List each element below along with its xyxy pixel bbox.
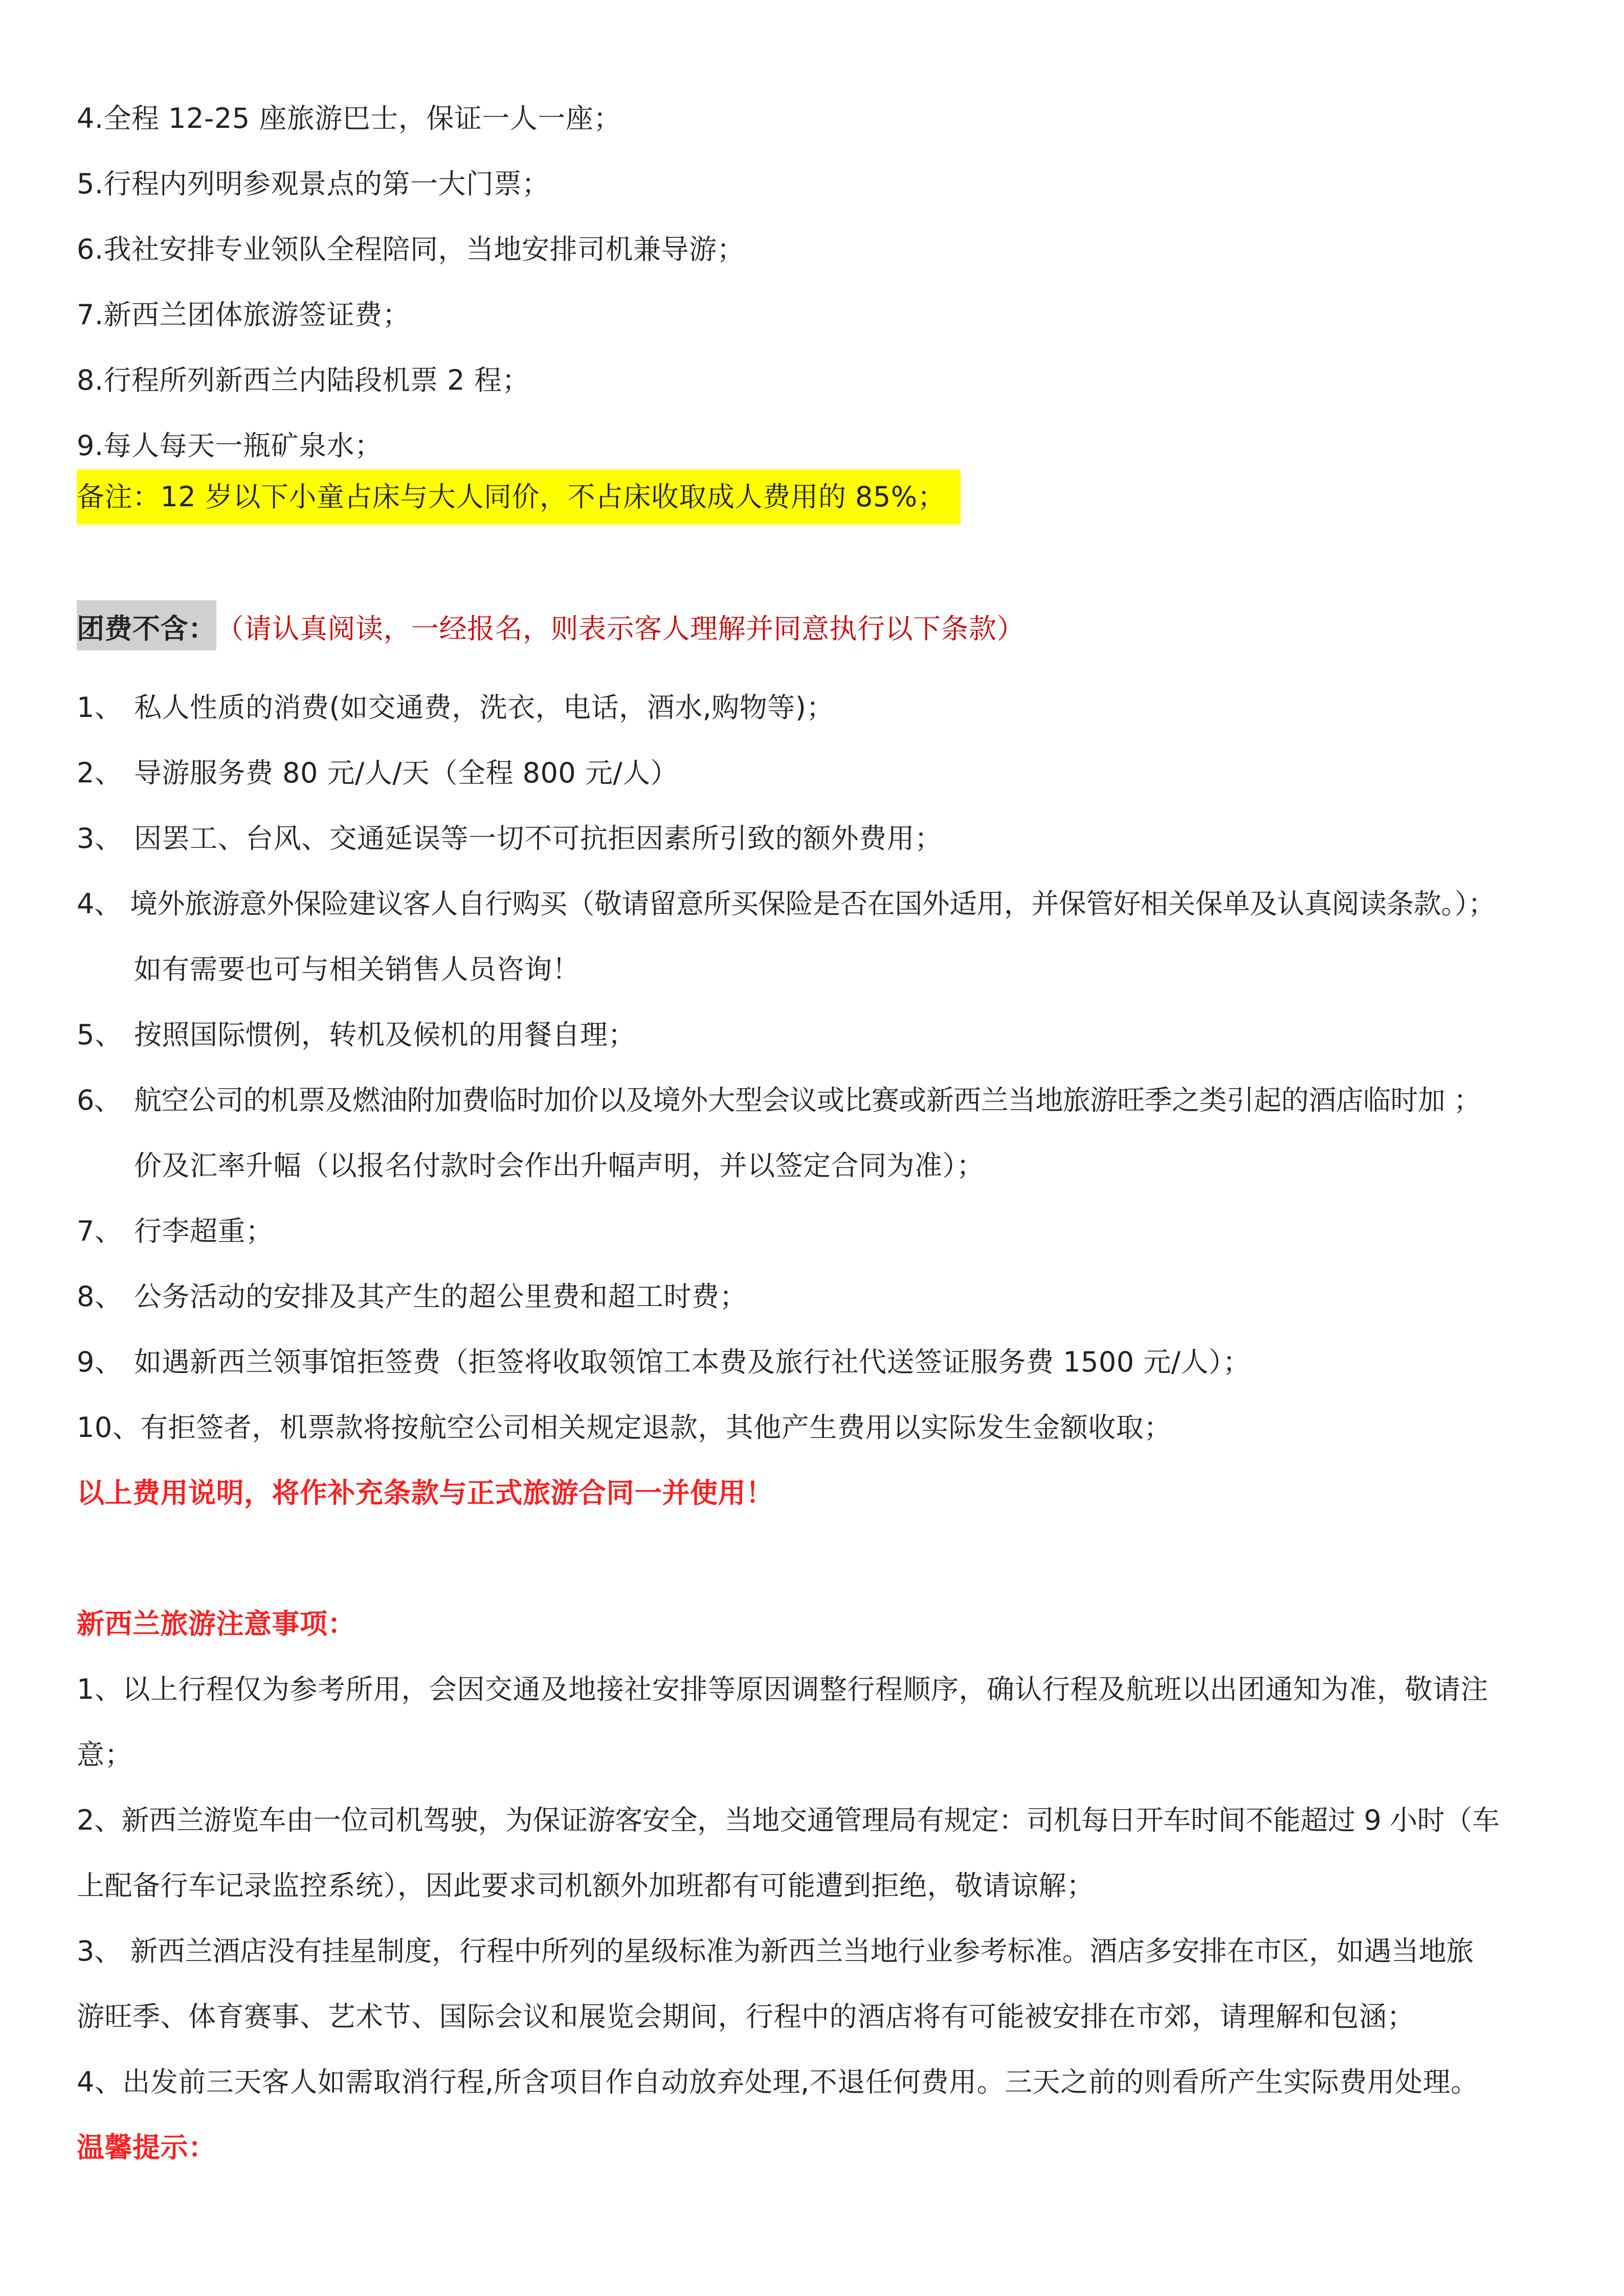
tips-title: 温馨提示： <box>77 2131 216 2164</box>
included-item: 5.行程内列明参观景点的第一大门票； <box>77 168 550 200</box>
excluded-header <box>77 600 1025 650</box>
excluded-item: 7、 行李超重； <box>77 1215 274 1247</box>
excluded-item-continued: 如有需要也可与相关销售人员咨询！ <box>134 953 580 985</box>
excluded-item: 6、 航空公司的机票及燃油附加费临时加价以及境外大型会议或比赛或新西兰当地旅游旺季之类引起的酒店临时加 ； <box>77 1084 1481 1116</box>
excluded-item-continued: 价及汇率升幅（以报名付款时会作出升幅声明，并以签定合同为准）； <box>134 1150 985 1182</box>
excluded-item: 2、 导游服务费 80 元/人/天（全程 800 元/人） <box>77 757 679 789</box>
included-item: 6.我社安排专业领队全程陪同，当地安排司机兼导游； <box>77 233 745 265</box>
included-item: 7.新西兰团体旅游签证费； <box>77 299 411 331</box>
notice-item-continued: 意； <box>77 1739 132 1771</box>
excluded-item: 3、 因罢工、台风、交通延误等一切不可抗拒因素所引致的额外费用； <box>77 822 943 854</box>
excluded-hint: （请认真阅读，一经报名，则表示客人理解并同意执行以下条款） <box>216 613 1025 645</box>
excluded-item: 1、 私人性质的消费(如交通费，洗衣，电话，酒水,购物等)； <box>77 691 834 724</box>
notice-title: 新西兰旅游注意事项： <box>77 1608 355 1640</box>
child-price-note <box>77 469 961 525</box>
excluded-item: 8、 公务活动的安排及其产生的超公里费和超工时费； <box>77 1280 747 1313</box>
included-item: 9.每人每天一瓶矿泉水； <box>77 430 383 462</box>
notice-item: 2、新西兰游览车由一位司机驾驶，为保证游客安全，当地交通管理局有规定：司机每日开车时间不能超过 9 小时（车 <box>77 1804 1500 1836</box>
excluded-label: 团费不含： <box>77 600 216 650</box>
notice-item: 1、以上行程仅为参考所用，会因交通及地接社安排等原因调整行程顺序，确认行程及航班以出团通知为准，敬请注 <box>77 1673 1488 1705</box>
notice-item: 4、出发前三天客人如需取消行程,所含项目作自动放弃处理,不退任何费用。三天之前的则看所产生实际费用处理。 <box>77 2066 1479 2098</box>
excluded-item: 9、 如遇新西兰领事馆拒签费（拒签将收取领馆工本费及旅行社代送签证服务费 1500 元/人）； <box>77 1346 1251 1378</box>
note-highlight: 备注：12 岁以下小童占床与大人同价，不占床收取成人费用的 85%； <box>77 469 961 525</box>
notice-item: 3、 新西兰酒店没有挂星制度，行程中所列的星级标准为新西兰当地行业参考标准。酒店多安排在市区，如遇当地旅 <box>77 1935 1474 1967</box>
excluded-item: 4、 境外旅游意外保险建议客人自行购买（敬请留意所买保险是否在国外适用，并保管好相关保单及认真阅读条款。）； <box>77 888 1496 920</box>
excluded-item: 10、有拒签者，机票款将按航空公司相关规定退款，其他产生费用以实际发生金额收取； <box>77 1411 1172 1444</box>
included-item: 8.行程所列新西兰内陆段机票 2 程； <box>77 364 530 396</box>
notice-item-continued: 上配备行车记录监控系统），因此要求司机额外加班都有可能遭到拒绝，敬请谅解； <box>77 1870 1095 1902</box>
excluded-item: 5、 按照国际惯例，转机及候机的用餐自理； <box>77 1019 636 1051</box>
supplement-statement: 以上费用说明，将作补充条款与正式旅游合同一并使用！ <box>77 1477 774 1509</box>
notice-item-continued: 游旺季、体育赛事、艺术节、国际会议和展览会期间，行程中的酒店将有可能被安排在市郊，请理解和包涵； <box>77 2000 1415 2033</box>
included-item: 4.全程 12-25 座旅游巴士，保证一人一座； <box>77 102 621 134</box>
